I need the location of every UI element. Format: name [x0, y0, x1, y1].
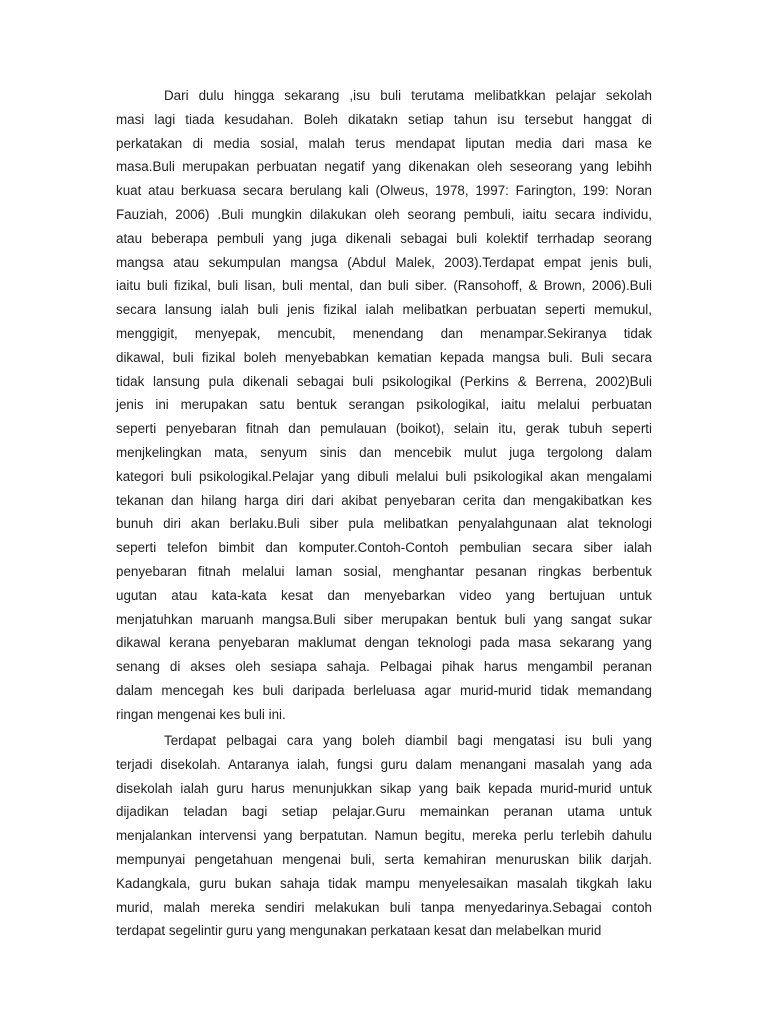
text-line: terjadi disekolah. Antaranya ialah, fungsi guru dalam menangani masalah yang ada [116, 756, 652, 772]
text-line: perkatakan di media sosial, malah terus mendapat liputan media dari masa ke [116, 135, 652, 151]
text-line: disekolah ialah guru harus menunjukkan sikap yang baik kepada murid-murid untuk [116, 780, 652, 796]
text-line: tekanan dan hilang harga diri dari akibat penyebaran cerita dan mengakibatkan kes [116, 492, 652, 508]
text-line: terdapat segelintir guru yang mengunakan perkataan kesat dan melabelkan murid [116, 923, 602, 939]
text-line: jenis ini merupakan satu bentuk serangan psikologikal, iaitu melalui perbuatan [116, 397, 652, 413]
text-line: seperti penyebaran fitnah dan pemulauan (boikot), selain itu, gerak tubuh seperti [116, 421, 652, 437]
text-line: dalam mencegah kes buli daripada berleluasa agar murid-murid tidak memandang [116, 682, 652, 698]
text-line: murid, malah mereka sendiri melakukan buli tanpa menyedarinya.Sebagai contoh [116, 899, 652, 915]
text-line: kuat atau berkuasa secara berulang kali (Olweus, 1978, 1997: Farington, 199: Noran [116, 183, 652, 199]
text-line: dikawal, buli fizikal boleh menyebabkan kematian kepada mangsa buli. Buli secara [116, 349, 652, 365]
paragraph-2 [116, 729, 652, 943]
text-line: dikawal kerana penyebaran maklumat dengan teknologi pada masa sekarang yang [116, 635, 652, 651]
text-line: Terdapat pelbagai cara yang boleh diambil bagi mengatasi isu buli yang [164, 733, 652, 748]
text-line: atau beberapa pembuli yang juga dikenali sebagai buli kolektif terrhadap seorang [116, 230, 652, 246]
text-line: ringan mengenai kes buli ini. [116, 706, 286, 722]
text-line: dijadikan teladan bagi setiap pelajar.Guru memainkan peranan utama untuk [116, 804, 652, 820]
text-line: menjatuhkan maruanh mangsa.Buli siber merupakan bentuk buli yang sangat sukar [116, 611, 652, 627]
text-line: mempunyai pengetahuan mengenai buli, serta kemahiran menuruskan bilik darjah. [116, 851, 652, 867]
text-line: seperti telefon bimbit dan komputer.Contoh-Contoh pembulian secara siber ialah [116, 540, 652, 556]
paragraph-1 [116, 84, 652, 727]
text-line: masa.Buli merupakan perbuatan negatif yang dikenakan oleh seseorang yang lebihh [116, 159, 652, 175]
text-line: ugutan atau kata-kata kesat dan menyebarkan video yang bertujuan untuk [116, 587, 652, 603]
text-line: tidak lansung pula dikenali sebagai buli psikologikal (Perkins & Berrena, 2002)Buli [116, 373, 652, 389]
text-line: senang di akses oleh sesiapa sahaja. Pelbagai pihak harus mengambil peranan [116, 659, 652, 675]
text-line: kategori buli psikologikal.Pelajar yang dibuli melalui buli psikologikal akan mengalami [116, 468, 652, 484]
text-line: iaitu buli fizikal, buli lisan, buli mental, dan buli siber. (Ransohoff, & Brown, 2006).Buli [116, 278, 652, 294]
text-line: menjalankan intervensi yang berpatutan. Namun begitu, mereka perlu terlebih dahulu [116, 828, 652, 844]
text-line: bunuh diri akan berlaku.Buli siber pula melibatkan penyalahgunaan alat teknologi [116, 516, 652, 532]
text-line: mangsa atau sekumpulan mangsa (Abdul Malek, 2003).Terdapat empat jenis buli, [116, 254, 652, 270]
text-line: masi lagi tiada kesudahan. Boleh dikatakn setiap tahun isu tersebut hanggat di [116, 111, 652, 127]
text-line: Kadangkala, guru bukan sahaja tidak mampu menyelesaikan masalah tikgkah laku [116, 875, 652, 891]
text-line: secara lansung ialah buli jenis fizikal ialah melibatkan perbuatan seperti memukul, [116, 302, 652, 318]
text-line: Fauziah, 2006) .Buli mungkin dilakukan oleh seorang pembuli, iaitu secara individu, [116, 206, 652, 222]
text-line: menjkelingkan mata, senyum sinis dan mencebik mulut juga tergolong dalam [116, 444, 652, 460]
text-line: Dari dulu hingga sekarang ,isu buli terutama melibatkkan pelajar sekolah [164, 88, 652, 103]
text-line: menggigit, menyepak, mencubit, menendang dan menampar.Sekiranya tidak [116, 325, 652, 341]
text-line: penyebaran fitnah melalui laman sosial, menghantar pesanan ringkas berbentuk [116, 563, 652, 579]
